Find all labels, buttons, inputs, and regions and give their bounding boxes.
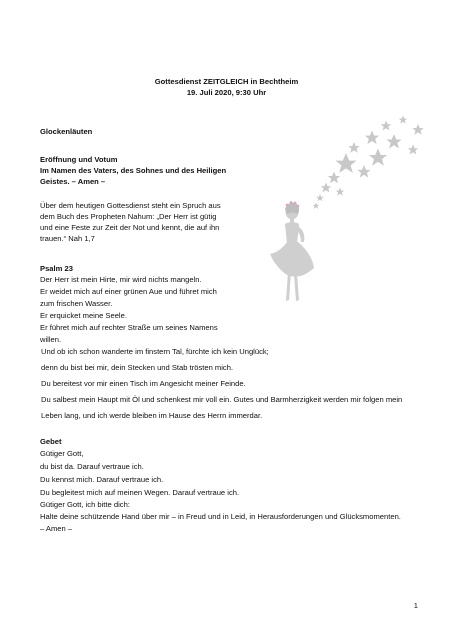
girl-with-stars-icon — [268, 108, 438, 308]
document-date: 19. Juli 2020, 9:30 Uhr — [186, 88, 267, 97]
gebet-line: du bist da. Darauf vertraue ich. — [40, 462, 144, 471]
psalm-line: Er weidet mich auf einer grünen Aue und führet mich — [40, 287, 217, 296]
psalm-wide-line: Leben lang, und ich werde bleiben im Hause des Herrn immerdar. — [41, 411, 263, 420]
gebet-line: Halte deine schützende Hand über mir – in Freud und in Leid, in Herausforderungen und Glücksmomenten. — [40, 512, 401, 521]
gebet-line: – Amen – — [40, 524, 73, 533]
votum-line-1: Im Namen des Vaters, des Sohnes und des Heiligen — [40, 166, 227, 175]
gebet-line: Gütiger Gott, ich bitte dich: — [40, 500, 130, 509]
spruch-line: trauen.“ Nah 1,7 — [40, 234, 95, 243]
psalm-wide-line: Und ob ich schon wanderte im finstern Tal, fürchte ich kein Unglück; — [41, 347, 269, 356]
gebet-line: Du begleitest mich auf meinen Wegen. Darauf vertraue ich. — [40, 488, 240, 497]
psalm-wide-line: Du salbest mein Haupt mit Öl und schenkest mir voll ein. Gutes und Barmherzigkeit werden mir folgen mein — [41, 395, 403, 404]
psalm-wide-line: Du bereitest vor mir einen Tisch im Angesicht meiner Feinde. — [41, 379, 246, 388]
spruch-line: Über dem heutigen Gottesdienst steht ein Spruch aus — [40, 201, 221, 210]
votum-line-2: Geistes. – Amen – — [40, 177, 106, 186]
gebet-line: Du kennst mich. Darauf vertraue ich. — [40, 475, 164, 484]
heading-eroeffnung: Eröffnung und Votum — [40, 155, 118, 164]
psalm-line: zum frischen Wasser. — [40, 299, 113, 308]
spruch-line: dem Buch des Propheten Nahum: „Der Herr ist gütig — [40, 212, 217, 221]
heading-gebet: Gebet — [40, 437, 62, 446]
document-title: Gottesdienst ZEITGLEICH in Bechtheim — [154, 77, 299, 86]
psalm-line: Er führet mich auf rechter Straße um seines Namens — [40, 323, 218, 332]
psalm-line: willen. — [40, 335, 62, 344]
gebet-line: Gütiger Gott, — [40, 449, 84, 458]
spruch-line: und eine Feste zur Zeit der Not und kennt, die auf ihn — [40, 223, 220, 232]
heading-glockenlaeuten: Glockenläuten — [40, 127, 93, 136]
page-number: 1 — [413, 601, 418, 610]
heading-psalm: Psalm 23 — [40, 264, 73, 273]
psalm-line: Er erquicket meine Seele. — [40, 311, 127, 320]
psalm-wide-line: denn du bist bei mir, dein Stecken und Stab trösten mich. — [41, 363, 234, 372]
psalm-line: Der Herr ist mein Hirte, mir wird nichts mangeln. — [40, 275, 202, 284]
